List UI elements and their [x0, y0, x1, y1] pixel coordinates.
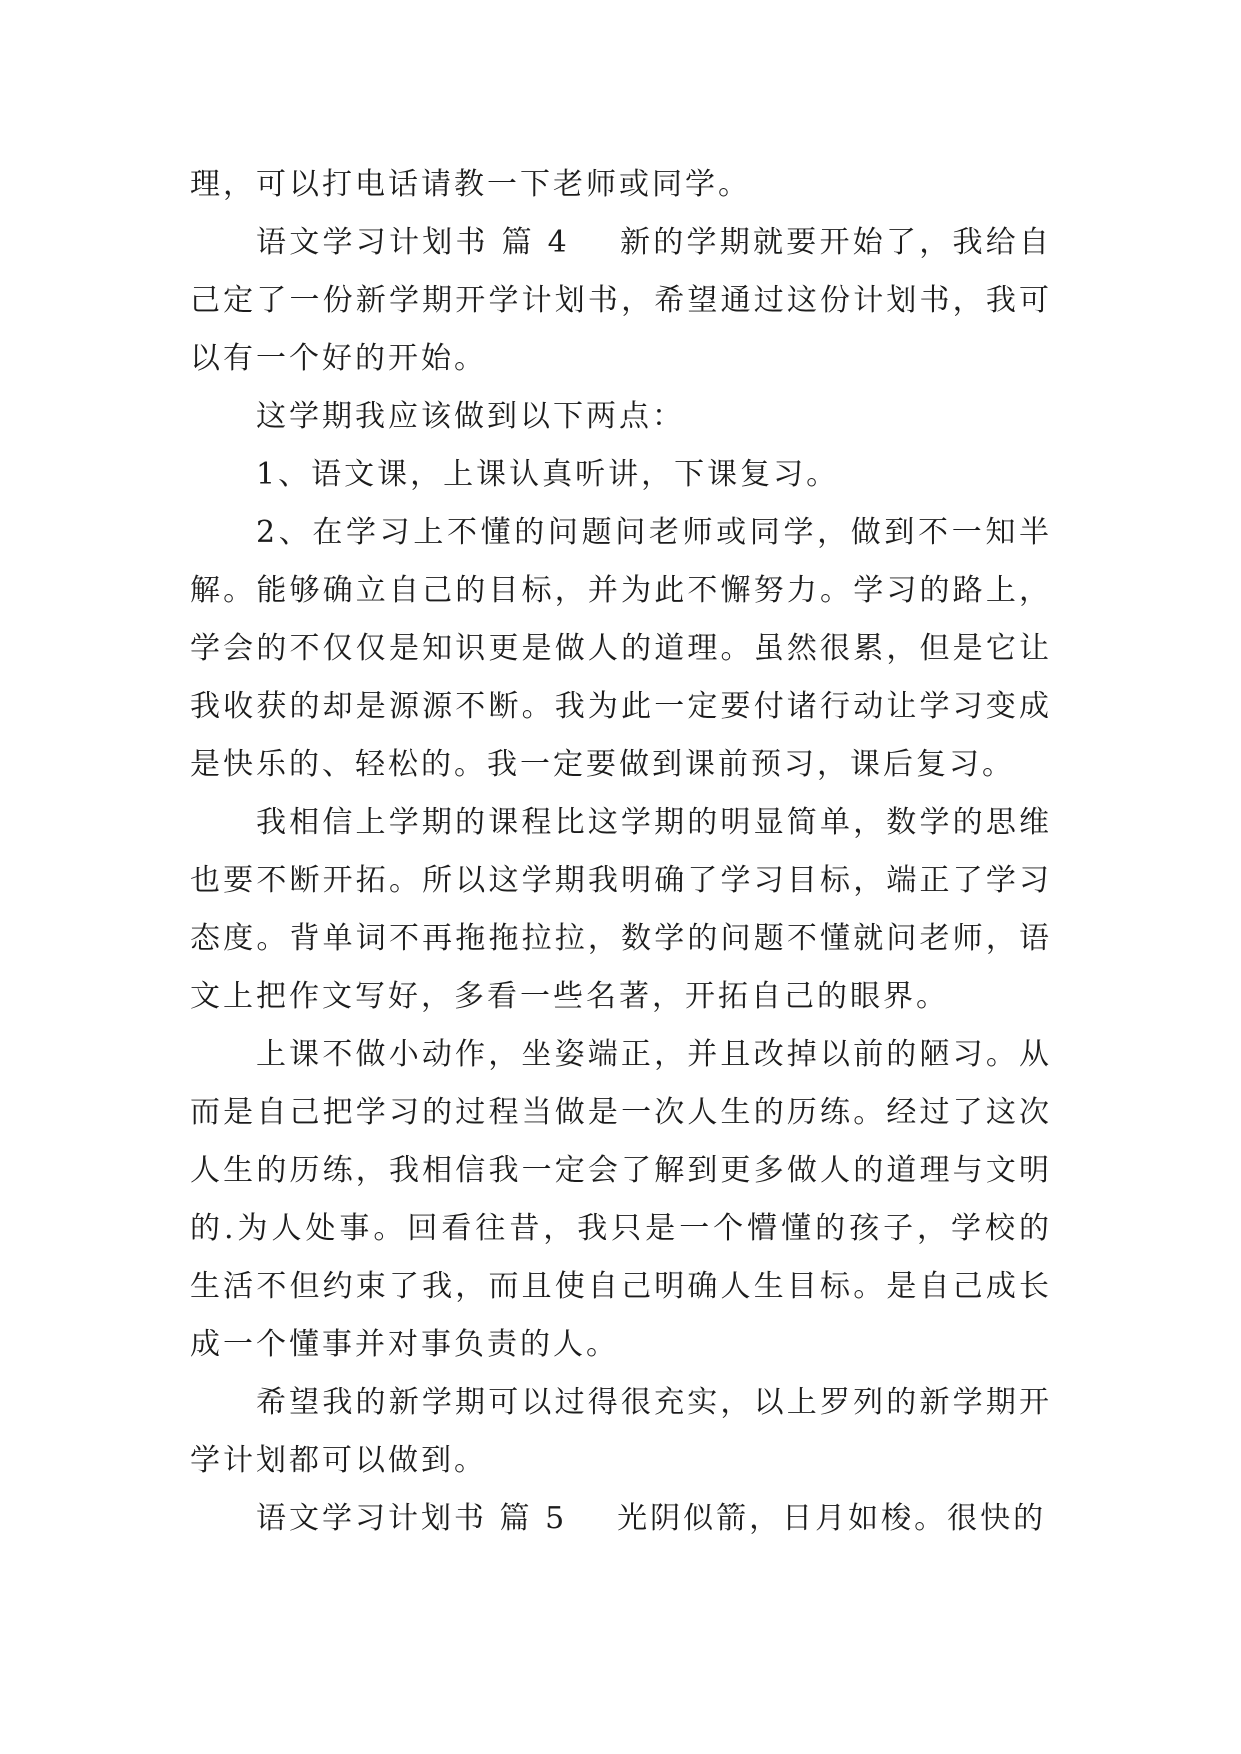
paragraph-text: 理，可以打电话请教一下老师或同学。 — [190, 167, 751, 202]
paragraph-text: 希望我的新学期可以过得很充实，以上罗列的新学期开学计划都可以做到。 — [190, 1385, 1052, 1478]
document-body — [190, 156, 1052, 1548]
paragraph-text: 光阴似箭，日月如梭。很快的 — [617, 1501, 1047, 1536]
section-heading: 语文学习计划书 篇 4 — [256, 225, 570, 260]
list-item-text: 1、语文课，上课认真听讲，下课复习。 — [256, 457, 840, 492]
paragraph — [190, 794, 1052, 1026]
paragraph-text: 我相信上学期的课程比这学期的明显简单，数学的思维也要不断开拓。所以这学期我明确了学习目标，端正了学习态度。背单词不再拖拖拉拉，数学的问题不懂就问老师，语文上把作文写好，多看一些名著，开拓自己的眼界。 — [190, 805, 1052, 1014]
paragraph — [190, 1374, 1052, 1490]
section-heading-paragraph — [190, 1490, 1052, 1548]
section-heading-paragraph — [190, 214, 1052, 388]
paragraph-text: 新的学期就要开始了，我给自己定了一份新学期开学计划书，希望通过这份计划书，我可以有一个好的开始。 — [190, 225, 1052, 376]
paragraph — [190, 388, 1052, 446]
list-item — [190, 446, 1052, 504]
list-item — [190, 504, 1052, 794]
list-item-text: 2、在学习上不懂的问题问老师或同学，做到不一知半解。能够确立自己的目标，并为此不懈努力。学习的路上，学会的不仅仅是知识更是做人的道理。虽然很累，但是它让我收获的却是源源不断。我为此一定要付诸行动让学习变成是快乐的、轻松的。我一定要做到课前预习，课后复习。 — [190, 515, 1052, 782]
paragraph — [190, 1026, 1052, 1374]
paragraph — [190, 156, 1052, 214]
paragraph-text: 上课不做小动作，坐姿端正，并且改掉以前的陋习。从而是自己把学习的过程当做是一次人生的历练。经过了这次人生的历练，我相信我一定会了解到更多做人的道理与文明的.为人处事。回看往昔，我只是一个懵懂的孩子，学校的生活不但约束了我，而且使自己明确人生目标。是自己成长成一个懂事并对事负责的人。 — [190, 1037, 1052, 1362]
section-heading: 语文学习计划书 篇 5 — [256, 1501, 568, 1536]
paragraph-text: 这学期我应该做到以下两点： — [256, 399, 685, 434]
